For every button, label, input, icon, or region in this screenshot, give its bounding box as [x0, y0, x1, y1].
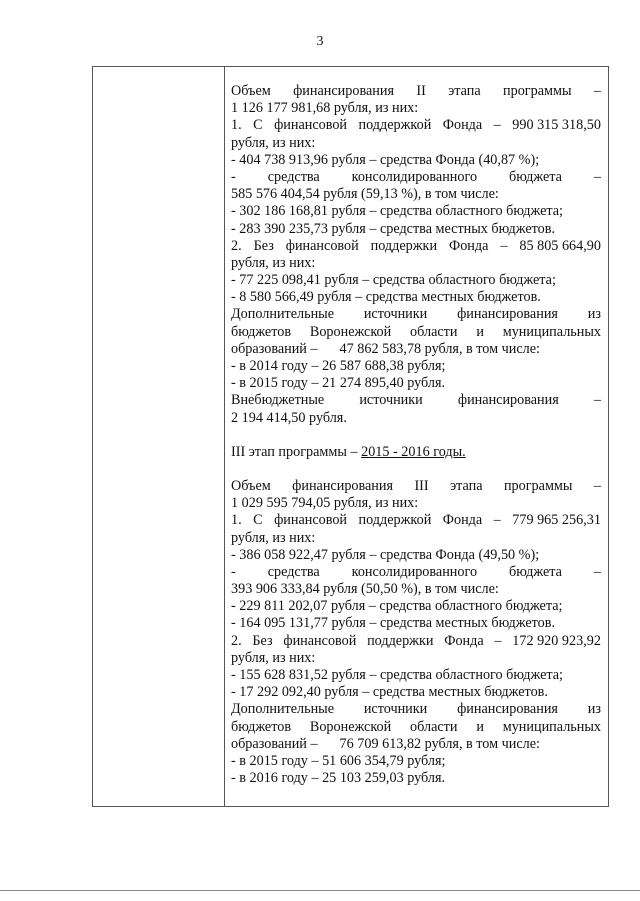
financing-text-cell: [231, 83, 601, 787]
stage2-line: - средства консолидированного бюджета –: [231, 168, 601, 185]
stage2-line: - в 2015 году – 21 274 895,40 рубля.: [231, 375, 446, 392]
stage2-line: - 77 225 098,41 рубля – средства областного бюджета;: [231, 272, 556, 289]
column-divider: [224, 67, 225, 806]
stage2-line: - 283 390 235,73 рубля – средства местных бюджетов.: [231, 220, 556, 237]
stage2-line: Внебюджетные источники финансирования –: [231, 392, 601, 409]
stage2-line: 2. Без финансовой поддержки Фонда – 85 805 664,90: [231, 237, 601, 254]
stage2-line: бюджетов Воронежской области и муниципальных: [231, 323, 601, 340]
stage3-line: рубля, из них:: [231, 529, 316, 546]
page-bottom-rule: [0, 890, 640, 891]
stage3-line: 393 906 333,84 рубля (50,50 %), в том числе:: [231, 581, 499, 598]
stage3-line: рубля, из них:: [231, 649, 316, 666]
stage3-heading: III этап программы – 2015 - 2016 годы.: [231, 443, 466, 460]
stage3-line: образований – 76 709 613,82 рубля, в том числе:: [231, 735, 540, 752]
stage2-line: рубля, из них:: [231, 134, 316, 151]
stage3-line: - 229 811 202,07 рубля – средства областного бюджета;: [231, 598, 563, 615]
spacer: [231, 461, 601, 478]
stage2-line: Дополнительные источники финансирования из: [231, 306, 601, 323]
stage3-line: - в 2016 году – 25 103 259,03 рубля.: [231, 770, 446, 787]
stage3-line: Объем финансирования III этапа программы –: [231, 477, 601, 494]
stage2-line: 1 126 177 981,68 рубля, из них:: [231, 100, 419, 117]
stage3-line: 1 029 595 794,05 рубля, из них:: [231, 495, 419, 512]
stage3-line: - 155 628 831,52 рубля – средства областного бюджета;: [231, 667, 563, 683]
stage2-line: - в 2014 году – 26 587 688,38 рубля;: [231, 358, 446, 374]
stage2-line: - 302 186 168,81 рубля – средства областного бюджета;: [231, 203, 563, 220]
stage2-line: - 8 580 566,49 рубля – средства местных бюджетов.: [231, 289, 541, 306]
stage2-line: 1. С финансовой поддержкой Фонда – 990 315 318,50: [231, 117, 601, 134]
stage2-line: образований – 47 862 583,78 рубля, в том числе:: [231, 340, 540, 357]
stage2-line: 585 576 404,54 рубля (59,13 %), в том числе:: [231, 186, 499, 203]
stage3-line: - 164 095 131,77 рубля – средства местных бюджетов.: [231, 615, 556, 632]
stage2-line: 2 194 414,50 рубля.: [231, 409, 347, 426]
stage3-line: бюджетов Воронежской области и муниципальных: [231, 718, 601, 735]
stage3-line: 1. С финансовой поддержкой Фонда – 779 965 256,31: [231, 512, 601, 529]
stage2-line: Объем финансирования II этапа программы –: [231, 83, 601, 99]
spacer: [231, 427, 601, 444]
stage3-line: 2. Без финансовой поддержки Фонда – 172 920 923,92: [231, 632, 601, 649]
stage2-line: - 404 738 913,96 рубля – средства Фонда (40,87 %);: [231, 151, 540, 168]
stage3-line: - 17 292 092,40 рубля – средства местных бюджетов.: [231, 684, 548, 701]
stage2-line: рубля, из них:: [231, 254, 316, 271]
program-table: [92, 66, 609, 807]
page-number: 3: [316, 34, 324, 49]
stage3-line: Дополнительные источники финансирования из: [231, 701, 601, 718]
stage3-line: - средства консолидированного бюджета –: [231, 563, 601, 580]
stage3-line: - в 2015 году – 51 606 354,79 рубля;: [231, 752, 446, 769]
stage3-line: - 386 058 922,47 рубля – средства Фонда (49,50 %);: [231, 546, 540, 563]
